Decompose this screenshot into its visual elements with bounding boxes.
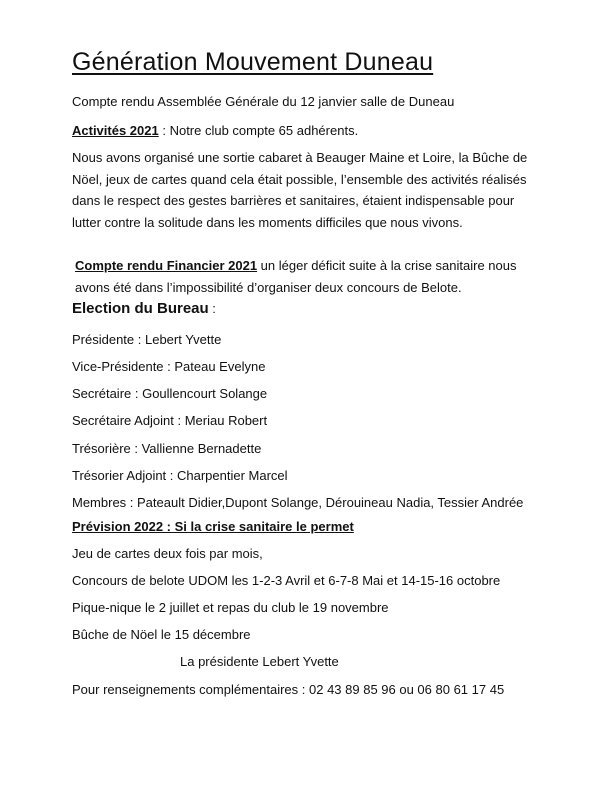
signature: La présidente Lebert Yvette [180,654,339,669]
member-president: Présidente : Lebert Yvette [72,332,222,347]
forecast-item: Concours de belote UDOM les 1-2-3 Avril et 6-7-8 Mai et 14-15-16 octobre [72,573,501,588]
forecast-item: Bûche de Nöel le 15 décembre [72,627,251,642]
activities-label: Activités 2021 [72,123,159,138]
activities-paragraph: Nous avons organisé une sortie cabaret à Beauger Maine et Loire, la Bûche de Nöel, jeux de cartes quand cela était possible, l’ensemble des activités réalisés dans le respect des gestes barrières et sanitaires, étaient indispensable pour lutter contre la solitude dans les moments difficiles que nous vivons. [72,150,528,230]
election-heading [72,300,216,317]
forecast-heading: Prévision 2022 : Si la crise sanitaire le permet [72,519,354,534]
activities-summary [72,121,358,141]
member-secretary-adjoint: Secrétaire Adjoint : Meriau Robert [72,413,268,428]
member-secretary: Secrétaire : Goullencourt Solange [72,386,268,401]
financial-paragraph [75,255,540,298]
contact-info: Pour renseignements complémentaires : 02 43 89 85 96 ou 06 80 61 17 45 [72,682,505,697]
forecast-item: Jeu de cartes deux fois par mois, [72,546,263,561]
financial-label: Compte rendu Financier 2021 [75,258,258,273]
meeting-intro: Compte rendu Assemblée Générale du 12 janvier salle de Duneau [72,94,455,109]
document-title: Génération Mouvement Duneau [72,48,434,76]
member-list: Membres : Pateault Didier,Dupont Solange, Dérouineau Nadia, Tessier Andrée [72,495,524,510]
forecast-item: Pique-nique le 2 juillet et repas du club le 19 novembre [72,600,389,615]
member-treasurer-adjoint: Trésorier Adjoint : Charpentier Marcel [72,468,288,483]
election-heading-suffix: : [208,301,216,316]
member-treasurer: Trésorière : Vallienne Bernadette [72,441,262,456]
member-vice-president: Vice-Présidente : Pateau Evelyne [72,359,266,374]
activities-text: : Notre club compte 65 adhérents. [158,123,359,138]
election-heading-text: Election du Bureau [72,300,209,317]
financial-text: un léger déficit suite à la crise sanitaire nous avons été dans l’impossibilité d’organiser deux concours de Belote. [75,258,517,295]
